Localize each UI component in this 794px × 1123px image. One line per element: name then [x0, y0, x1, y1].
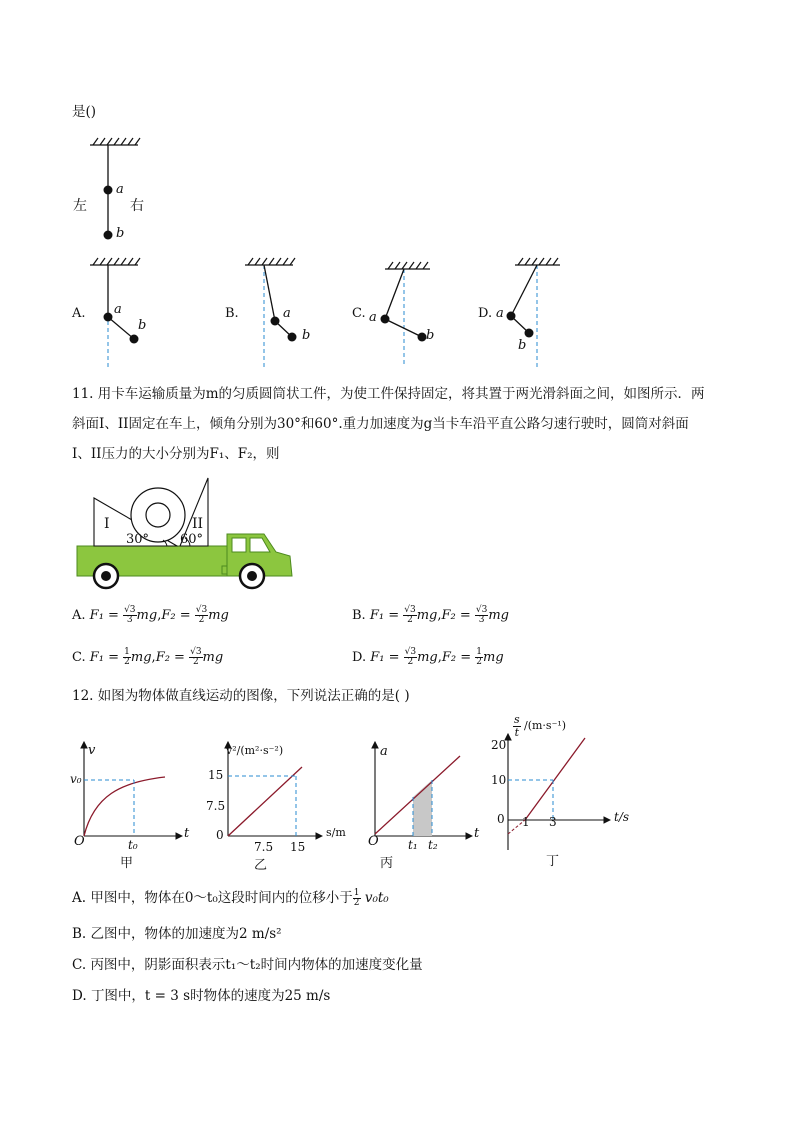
q11-option-c[interactable]: C. F₁ = $\frac{1}{2}$ mg,F₂ = $\frac{√3}{2}$ mg: [72, 647, 224, 667]
q10-option-d-point-a: a: [496, 306, 504, 321]
angle-2-label: 60°: [180, 532, 204, 547]
q12-option-c[interactable]: C. 丙图中，阴影面积表示t₁～t₂时间内物体的加速度变化量: [72, 957, 423, 973]
yi-caption: 乙: [254, 858, 268, 873]
bing-caption: 丙: [380, 856, 394, 871]
yi-origin: 0: [216, 828, 224, 842]
q11-option-b[interactable]: B. F₁ = $\frac{√3}{2}$ mg,F₂ = $\frac{√3}{3}$ mg: [352, 605, 509, 625]
angle-1-label: 30°: [126, 532, 150, 547]
q12-stem: 12. 如图为物体做直线运动的图像，下列说法正确的是( ): [72, 688, 410, 704]
bing-t2: t₂: [428, 838, 438, 852]
q11-option-d[interactable]: D. F₁ = $\frac{√3}{2}$ mg,F₂ = $\frac{1}{2}$ mg: [352, 647, 504, 667]
q12-option-b[interactable]: B. 乙图中，物体的加速度为2 m/s²: [72, 926, 282, 942]
yi-ylabel: v²/(m²·s⁻²): [226, 744, 284, 757]
bing-t1: t₁: [408, 838, 418, 852]
jia-caption: 甲: [120, 856, 134, 871]
yi-xtick-7-5: 7.5: [254, 840, 274, 854]
incline-1-label: I: [104, 516, 110, 532]
ding-ylabel-unit: /(m·s⁻¹): [524, 719, 567, 732]
left-label: 左: [73, 198, 87, 214]
yi-xtick-15: 15: [290, 840, 306, 854]
q10-option-b-point-a: a: [283, 306, 291, 321]
q10-option-b-letter[interactable]: B.: [225, 306, 239, 321]
q11-stem-line1: 11. 用卡车运输质量为m的匀质圆筒状工件，为使工件保持固定，将其置于两光滑斜面之间，如图所示．两: [72, 386, 705, 402]
jia-origin: O: [74, 834, 85, 849]
q10-option-a-point-b: b: [138, 318, 147, 333]
graph-bing: [375, 742, 472, 836]
graph-jia: [84, 742, 182, 836]
ding-ylabel-frac: s t: [514, 713, 520, 739]
q11-option-a[interactable]: A. F₁ = $\frac{√3}{3}$ mg,F₂ = $\frac{√3}{2}$ mg: [72, 605, 229, 625]
yi-line: [228, 767, 302, 836]
incline-2-label: II: [192, 516, 204, 532]
q12-graphs: [60, 712, 640, 872]
jia-xlabel: t: [184, 826, 190, 841]
q10-main-figure: [60, 135, 170, 250]
ding-xlabel: t/s: [614, 810, 630, 824]
wheel-rear: [94, 564, 118, 588]
jia-ylabel: v: [88, 743, 96, 758]
q10-option-b-point-b: b: [302, 328, 311, 343]
ding-xtick-3: 3: [549, 815, 557, 829]
yi-ytick-15: 15: [208, 768, 224, 782]
ceiling-hatch: [90, 138, 140, 145]
ding-ytick-20: 20: [491, 738, 507, 752]
ball-b: [104, 231, 113, 240]
jia-curve: [84, 777, 165, 836]
cylinder-inner: [146, 503, 170, 527]
ball-a: [104, 186, 113, 195]
ding-ytick-10: 10: [491, 773, 507, 787]
ding-caption: 丁: [546, 854, 560, 869]
q10-tail-text: 是(): [72, 104, 97, 120]
ding-line: [525, 738, 585, 820]
q10-option-c-point-a: a: [369, 310, 377, 325]
yi-ytick-7-5: 7.5: [206, 799, 226, 813]
bing-origin: O: [368, 834, 379, 849]
q11-stem-line3: I、II压力的大小分别为F₁、F₂，则: [72, 446, 280, 462]
q12-option-a[interactable]: A. 甲图中，物体在0～t₀这段时间内的位移小于 $\frac{1}{2}$ v₀t₀: [72, 888, 389, 908]
right-label: 右: [130, 198, 144, 214]
q10-option-d-point-b: b: [518, 338, 527, 353]
bing-ylabel: a: [380, 744, 388, 759]
q10-option-d-letter[interactable]: D.: [478, 306, 493, 321]
q10-option-c-point-b: b: [426, 328, 435, 343]
jia-t0: t₀: [128, 838, 138, 852]
q11-stem-line2: 斜面I、II固定在车上，倾角分别为30°和60°.重力加速度为g当卡车沿平直公路匀速行驶时，圆筒对斜面: [72, 416, 689, 432]
jia-v0: v₀: [70, 772, 82, 786]
q12-option-d[interactable]: D. 丁图中，t = 3 s时物体的速度为25 m/s: [72, 988, 331, 1004]
ding-origin: 0: [497, 812, 505, 826]
q10-option-a-point-a: a: [114, 302, 122, 317]
bing-shaded-area: [413, 780, 432, 836]
q10-option-a-letter[interactable]: A.: [72, 306, 86, 321]
cab-window: [232, 538, 246, 552]
ding-xtick-1: 1: [522, 815, 530, 829]
point-a-label: a: [116, 182, 124, 197]
bing-xlabel: t: [474, 826, 480, 841]
point-b-label: b: [116, 226, 125, 241]
graph-ding: [508, 734, 610, 850]
yi-xlabel: s/m: [326, 826, 346, 839]
q10-option-c-letter[interactable]: C.: [352, 306, 366, 321]
wheel-front: [240, 564, 264, 588]
